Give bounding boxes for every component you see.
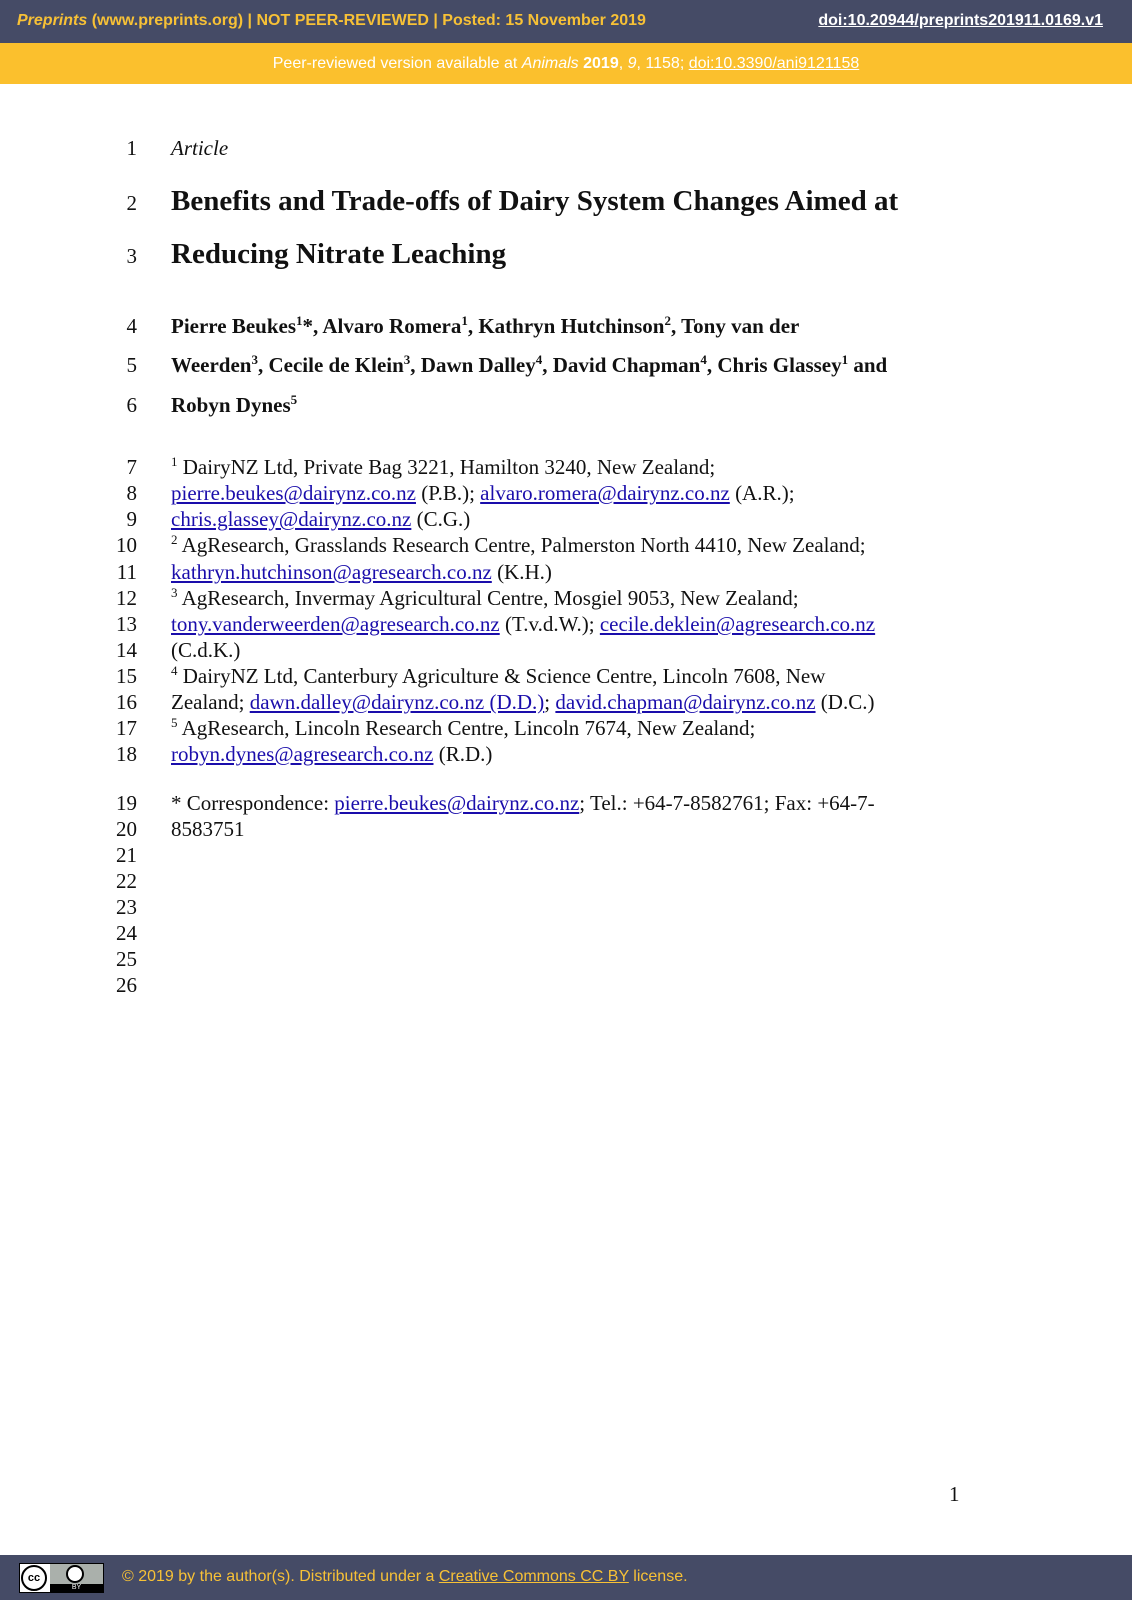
correspondence-label: * Correspondence: <box>171 791 335 815</box>
email-link[interactable]: alvaro.romera@dairynz.co.nz <box>480 481 730 505</box>
author-name: Robyn Dynes <box>171 393 291 417</box>
affiliation-emails <box>171 742 492 767</box>
journal-volume: 9 <box>627 55 637 72</box>
line-number: 19 <box>116 791 137 815</box>
line-number: 23 <box>116 895 137 919</box>
creative-commons-icon: cc <box>21 1565 47 1591</box>
journal-name: Animals <box>521 55 579 72</box>
correspondence <box>171 791 875 816</box>
page-number: 1 <box>949 1482 960 1506</box>
line-number: 16 <box>116 690 137 714</box>
affiliation-text: AgResearch, Grasslands Research Centre, Palmerston North 4410, New Zealand; <box>177 533 866 557</box>
line-number: 12 <box>116 586 137 610</box>
author-name: , Dawn Dalley <box>410 353 536 377</box>
line-number: 11 <box>116 560 137 584</box>
affiliation-emails <box>171 481 795 506</box>
affiliation-text: DairyNZ Ltd, Private Bag 3221, Hamilton 3240, New Zealand; <box>177 455 716 479</box>
affiliation <box>171 664 825 689</box>
manuscript-line <box>0 314 1132 344</box>
manuscript-line <box>0 353 1132 383</box>
affiliation-marker: 4 <box>171 663 178 678</box>
line-number: 7 <box>126 455 137 479</box>
article-title-line: Reducing Nitrate Leaching <box>171 238 507 270</box>
author-initials: (D.C.) <box>815 690 875 714</box>
line-number: 9 <box>126 507 137 531</box>
author-initials: (C.G.) <box>411 507 471 531</box>
affiliation-text: AgResearch, Invermay Agricultural Centre, Mosgiel 9053, New Zealand; <box>177 586 799 610</box>
affiliation-marker: 4 <box>700 352 707 367</box>
email-link[interactable]: tony.vanderweerden@agresearch.co.nz <box>171 612 500 636</box>
manuscript-line <box>0 136 1132 166</box>
affiliation-text: Zealand; <box>171 690 250 714</box>
affiliation-emails <box>171 507 470 532</box>
manuscript-line <box>0 393 1132 423</box>
author-initials: (P.B.); <box>415 481 481 505</box>
author-initials: (C.d.K.) <box>171 638 241 662</box>
author-name: *, Alvaro Romera <box>302 314 462 338</box>
peer-reviewed-doi-link[interactable]: doi:10.3390/ani9121158 <box>688 55 860 72</box>
author-name: , Chris Glassey <box>706 353 842 377</box>
line-number: 1 <box>126 136 137 160</box>
affiliation-marker: 5 <box>171 715 178 730</box>
email-link[interactable]: pierre.beukes@dairynz.co.nz <box>334 791 580 815</box>
affiliation-text: DairyNZ Ltd, Canterbury Agriculture & Science Centre, Lincoln 7608, New <box>177 664 826 688</box>
license-footer <box>0 1555 1132 1600</box>
line-number: 21 <box>116 843 137 867</box>
email-link[interactable]: pierre.beukes@dairynz.co.nz <box>171 481 416 505</box>
affiliation-marker: 1 <box>171 454 178 469</box>
line-number: 26 <box>116 973 137 997</box>
author-name: , Cecile de Klein <box>257 353 404 377</box>
separator: ; <box>544 690 556 714</box>
affiliation-marker: 2 <box>664 313 671 328</box>
line-number: 8 <box>126 481 137 505</box>
affiliation-marker: 1 <box>296 313 303 328</box>
affiliation-marker: 2 <box>171 532 178 547</box>
preprints-brand[interactable]: Preprints <box>17 12 88 29</box>
license-suffix: license. <box>628 1568 688 1585</box>
affiliation-marker: 3 <box>171 585 178 600</box>
email-link[interactable]: kathryn.hutchinson@agresearch.co.nz <box>171 560 492 584</box>
affiliation-text: AgResearch, Lincoln Research Centre, Lincoln 7674, New Zealand; <box>177 716 756 740</box>
author-list <box>171 353 887 378</box>
author-conjunction: and <box>848 353 888 377</box>
by-label: BY <box>50 1584 103 1592</box>
author-initials: (T.v.d.W.); <box>499 612 600 636</box>
creative-commons-link[interactable]: Creative Commons CC BY <box>438 1568 629 1585</box>
manuscript-line <box>0 973 1132 1003</box>
author-name: , Tony van der <box>670 314 800 338</box>
preprints-header-bar <box>0 0 1132 43</box>
article-type: Article <box>171 136 229 160</box>
email-link[interactable]: dawn.dalley@dairynz.co.nz (D.D.) <box>249 690 545 714</box>
affiliation-emails <box>171 612 875 637</box>
affiliation <box>171 586 799 611</box>
journal-year: 2019 <box>583 55 619 72</box>
line-number: 24 <box>116 921 137 945</box>
email-link[interactable]: robyn.dynes@agresearch.co.nz <box>171 742 434 766</box>
line-number: 5 <box>126 353 137 377</box>
affiliation <box>171 533 866 558</box>
email-link[interactable]: david.chapman@dairynz.co.nz <box>555 690 816 714</box>
line-number: 25 <box>116 947 137 971</box>
cc-by-license-badge[interactable] <box>19 1563 104 1593</box>
email-link[interactable]: cecile.deklein@agresearch.co.nz <box>599 612 876 636</box>
affiliation-marker: 3 <box>251 352 258 367</box>
line-number: 18 <box>116 742 137 766</box>
line-number: 15 <box>116 664 137 688</box>
contact-numbers: ; Tel.: +64-7-8582761; Fax: +64-7- <box>579 791 875 815</box>
posting-status: (www.preprints.org) | NOT PEER-REVIEWED | Posted: 15 November 2019 <box>87 12 646 29</box>
author-initials: (A.R.); <box>729 481 795 505</box>
copyright-text: © 2019 by the author(s). Distributed under a <box>122 1568 439 1585</box>
author-initials: (R.D.) <box>433 742 493 766</box>
email-link[interactable]: chris.glassey@dairynz.co.nz <box>171 507 412 531</box>
journal-pages: , 1158; <box>636 55 689 72</box>
author-name: Pierre Beukes <box>171 314 296 338</box>
affiliation-marker: 3 <box>403 352 411 367</box>
manuscript-line <box>0 238 1132 274</box>
preprints-status-text <box>17 12 646 30</box>
line-number: 3 <box>126 244 137 268</box>
peer-banner-prefix: Peer-reviewed version available at <box>272 55 522 72</box>
affiliation-marker: 1 <box>461 313 468 328</box>
line-number: 13 <box>116 612 137 636</box>
preprint-doi-link[interactable]: doi:10.20944/preprints201911.0169.v1 <box>818 12 1103 29</box>
author-list <box>171 314 799 339</box>
affiliation-marker: 4 <box>535 352 543 367</box>
line-number: 10 <box>116 533 137 557</box>
affiliation <box>171 455 715 480</box>
author-initials: (K.H.) <box>491 560 552 584</box>
manuscript-line <box>0 533 1132 563</box>
affiliation-marker: 5 <box>290 392 298 407</box>
separator: , <box>618 55 628 72</box>
manuscript-line <box>0 185 1132 221</box>
affiliation <box>171 716 755 741</box>
license-text <box>122 1568 688 1586</box>
line-number: 22 <box>116 869 137 893</box>
line-number: 17 <box>116 716 137 740</box>
attribution-person-icon <box>66 1565 84 1583</box>
author-name: Weerden <box>171 353 252 377</box>
affiliation-marker: 1 <box>841 352 849 367</box>
manuscript-line <box>0 742 1132 772</box>
peer-reviewed-banner <box>0 43 1132 84</box>
article-title-line: Benefits and Trade-offs of Dairy System Changes Aimed at <box>171 185 899 217</box>
line-number: 14 <box>116 638 137 662</box>
line-number: 6 <box>126 393 137 417</box>
author-name: , David Chapman <box>542 353 701 377</box>
affiliation-emails <box>171 690 874 715</box>
author-name: , Kathryn Hutchinson <box>467 314 665 338</box>
line-number: 4 <box>126 314 137 338</box>
line-number: 20 <box>116 817 137 841</box>
line-number: 2 <box>126 191 137 215</box>
affiliation-emails <box>171 560 552 585</box>
author-list <box>171 393 297 418</box>
contact-numbers: 8583751 <box>171 817 245 841</box>
